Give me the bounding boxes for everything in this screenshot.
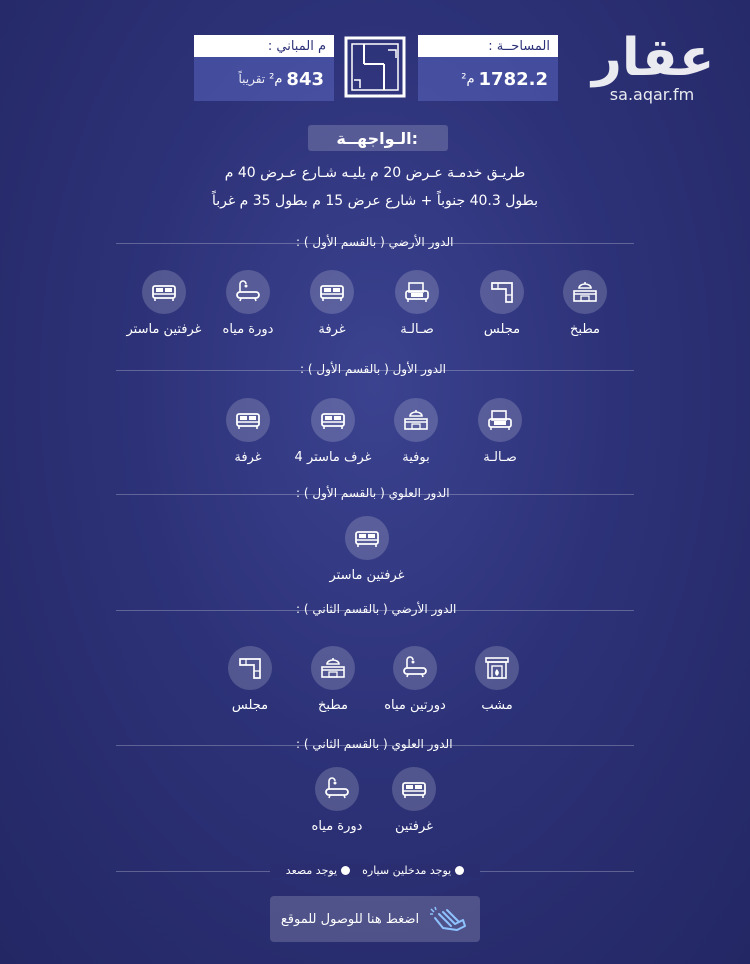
bed-icon [311, 398, 355, 442]
floor-plan-icon [344, 36, 406, 98]
features-list [270, 864, 480, 877]
facade-line-2: بطول 40.3 جنوباً + شارع عرض 15 م بطول 35 م غرباً [211, 193, 539, 209]
room-item: مجلس [457, 270, 547, 337]
area-label: المساحــة : [418, 35, 558, 57]
room-item: صـالـة [455, 398, 545, 465]
bath-icon [393, 646, 437, 690]
facade-label: الـواجهــة: [308, 125, 448, 151]
building-approx: تقريباً [238, 72, 266, 86]
room-item: دورتين مياه [370, 646, 460, 713]
building-unit: م² [269, 71, 283, 87]
hall-icon [478, 398, 522, 442]
facade-line-1: طريـق خدمـة عـرض 20 م يليـه شـارع عـرض 40 م [224, 165, 526, 181]
kitchen-icon [311, 646, 355, 690]
area-card [418, 35, 558, 101]
room-item: مجلس [205, 646, 295, 713]
room-item: بوفية [371, 398, 461, 465]
room-item: غرفتين ماستر [119, 270, 209, 337]
floor-title: الدور الأرضي ( بالقسم الثاني ) : [296, 602, 457, 616]
location-link-button[interactable] [270, 896, 480, 942]
fireplace-icon [475, 646, 519, 690]
majlis-icon [480, 270, 524, 314]
room-item: غرفة [287, 270, 377, 337]
bed-icon [310, 270, 354, 314]
room-item: دورة مياه [203, 270, 293, 337]
bath-icon [226, 270, 270, 314]
feature-item: يوجد مدخلين سياره [362, 864, 464, 877]
room-item: غرفة [203, 398, 293, 465]
logo-url: sa.aqar.fm [609, 85, 695, 104]
bullet-icon [341, 866, 350, 875]
feature-item: يوجد مصعد [286, 864, 350, 877]
building-label: م المباني : [194, 35, 334, 57]
room-item: غرفتين ماستر [322, 516, 412, 583]
logo-text: عقار [592, 28, 715, 88]
room-item: مطبخ [540, 270, 630, 337]
floor-title: الدور الأرضي ( بالقسم الأول ) : [296, 235, 454, 249]
bed-icon [226, 398, 270, 442]
bed-icon [392, 767, 436, 811]
hall-icon [395, 270, 439, 314]
bullet-icon [455, 866, 464, 875]
floor-title: الدور العلوي ( بالقسم الأول ) : [296, 486, 450, 500]
hand-tap-icon [429, 906, 469, 932]
bed-icon [345, 516, 389, 560]
room-item: دورة مياه [292, 767, 382, 834]
floor-title: الدور الأول ( بالقسم الأول ) : [300, 362, 446, 376]
building-value: 843 [286, 68, 324, 90]
room-item: مشب [452, 646, 542, 713]
majlis-icon [228, 646, 272, 690]
room-item: 4 غرف ماستر [288, 398, 378, 465]
bath-icon [315, 767, 359, 811]
cta-label: اضغط هنا للوصول للموقع [280, 911, 420, 927]
kitchen-icon [563, 270, 607, 314]
room-item: غرفتين [369, 767, 459, 834]
area-value: 1782.2 [478, 68, 548, 90]
area-unit: م² [461, 71, 475, 87]
room-item: مطبخ [288, 646, 378, 713]
bed-icon [142, 270, 186, 314]
floor-title: الدور العلوي ( بالقسم الثاني ) : [296, 737, 453, 751]
kitchen-icon [394, 398, 438, 442]
building-card [194, 35, 334, 101]
room-item: صـالـة [372, 270, 462, 337]
aqar-logo [592, 28, 715, 104]
